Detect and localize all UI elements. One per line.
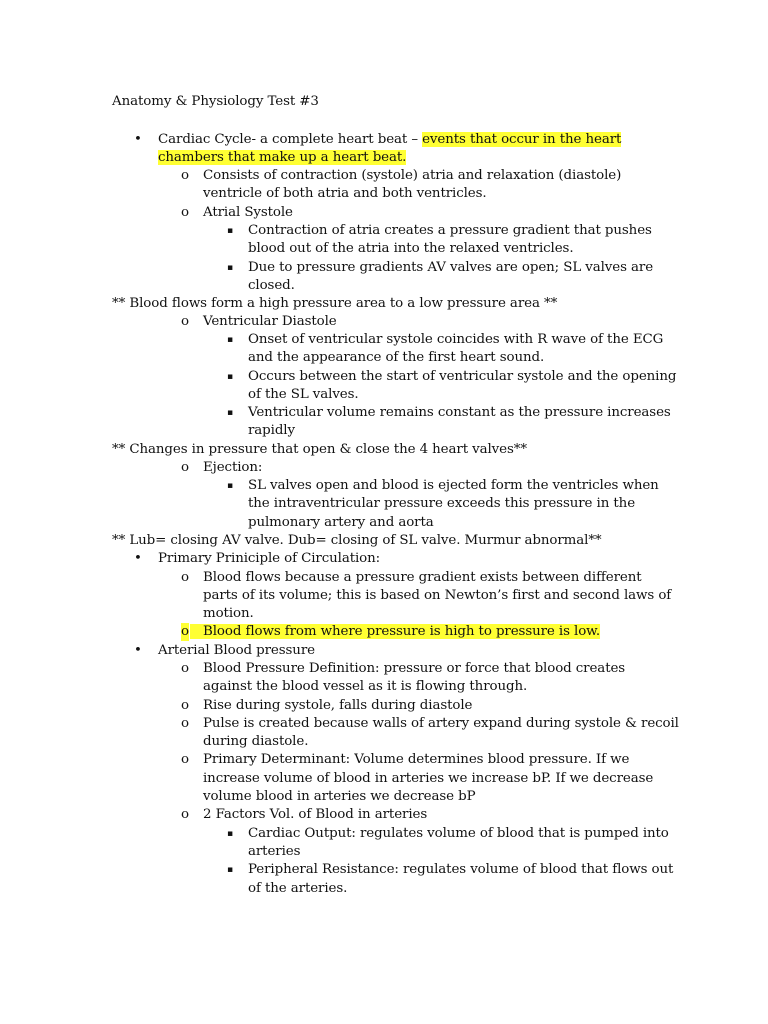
list-item: Occurs between the start of ventricular systole and the opening — [248, 369, 677, 384]
list-item: Contraction of atria creates a pressure gradient that pushes — [248, 223, 652, 238]
circle-bullet: o — [181, 716, 190, 731]
circle-bullet: o — [181, 624, 190, 639]
list-item: ventricle of both atria and both ventricles. — [203, 186, 487, 201]
square-bullet: ▪ — [227, 865, 234, 875]
list-item: 2 Factors Vol. of Blood in arteries — [203, 807, 428, 822]
list-item: Due to pressure gradients AV valves are open; SL valves are — [248, 260, 654, 275]
square-bullet: ▪ — [227, 335, 234, 345]
list-item: of the SL valves. — [248, 387, 359, 402]
list-item: increase volume of blood in arteries we increase bP. If we decrease — [203, 771, 654, 786]
list-item: pulmonary artery and aorta — [248, 515, 434, 530]
list-item: parts of its volume; this is based on Newton’s first and second laws of — [203, 588, 672, 603]
list-item: Ventricular Diastole — [203, 314, 337, 329]
circle-bullet: o — [181, 698, 190, 713]
list-item: Cardiac Output: regulates volume of blood that is pumped into — [248, 826, 669, 841]
list-item: during diastole. — [203, 734, 309, 749]
list-item: Consists of contraction (systole) atria and relaxation (diastole) — [203, 168, 622, 183]
square-bullet: ▪ — [227, 408, 234, 418]
list-item: against the blood vessel as it is flowing through. — [203, 679, 528, 694]
circle-bullet: o — [181, 570, 190, 585]
list-item: Cardiac Cycle- a complete heart beat – events that occur in the heart — [158, 132, 622, 147]
square-bullet: ▪ — [227, 226, 234, 236]
note-line: ** Lub= closing AV valve. Dub= closing of SL valve. Murmur abnormal** — [112, 533, 602, 548]
list-item: Primary Priniciple of Circulation: — [158, 551, 381, 566]
list-item: closed. — [248, 278, 295, 293]
note-line: ** Changes in pressure that open & close the 4 heart valves** — [112, 442, 527, 457]
list-item: of the arteries. — [248, 881, 348, 896]
list-item: and the appearance of the first heart sound. — [248, 350, 545, 365]
disc-bullet: • — [134, 551, 142, 566]
list-item: motion. — [203, 606, 254, 621]
highlighted-text: events that occur in the heart — [422, 132, 622, 147]
square-bullet: ▪ — [227, 372, 234, 382]
list-item: Atrial Systole — [203, 205, 293, 220]
circle-bullet: o — [181, 205, 190, 220]
list-item: Blood Pressure Definition: pressure or force that blood creates — [203, 661, 626, 676]
square-bullet: ▪ — [227, 829, 234, 839]
circle-bullet: o — [181, 168, 190, 183]
list-item: blood out of the atria into the relaxed ventricles. — [248, 241, 574, 256]
square-bullet: ▪ — [227, 263, 234, 273]
circle-bullet: o — [181, 807, 190, 822]
list-item: arteries — [248, 844, 301, 859]
document-title: Anatomy & Physiology Test #3 — [112, 94, 319, 109]
list-item: Rise during systole, falls during diastole — [203, 698, 473, 713]
list-item: Pulse is created because walls of artery expand during systole & recoil — [203, 716, 679, 731]
circle-bullet: o — [181, 314, 190, 329]
square-bullet: ▪ — [227, 481, 234, 491]
disc-bullet: • — [134, 132, 142, 147]
list-item: Ejection: — [203, 460, 263, 475]
circle-bullet: o — [181, 752, 190, 767]
list-item: volume blood in arteries we decrease bP — [203, 789, 476, 804]
list-item: Peripheral Resistance: regulates volume of blood that flows out — [248, 862, 674, 877]
list-item — [158, 149, 406, 167]
list-item: SL valves open and blood is ejected form the ventricles when — [248, 478, 659, 493]
list-item — [190, 623, 600, 641]
highlighted-text: chambers that make up a heart beat. — [158, 150, 407, 165]
circle-bullet: o — [181, 460, 190, 475]
circle-bullet: o — [181, 661, 190, 676]
list-item: Arterial Blood pressure — [158, 643, 315, 658]
list-item: rapidly — [248, 423, 295, 438]
disc-bullet: • — [134, 643, 142, 658]
highlighted-text: Blood flows from where pressure is high to pressure is low. — [190, 624, 600, 639]
list-item: Blood flows because a pressure gradient exists between different — [203, 570, 642, 585]
list-item: Primary Determinant: Volume determines blood pressure. If we — [203, 752, 630, 767]
note-line: ** Blood flows form a high pressure area to a low pressure area ** — [112, 296, 558, 311]
list-item: Ventricular volume remains constant as the pressure increases — [248, 405, 671, 420]
list-item: Onset of ventricular systole coincides with R wave of the ECG — [248, 332, 664, 347]
list-item: the intraventricular pressure exceeds this pressure in the — [248, 496, 636, 511]
